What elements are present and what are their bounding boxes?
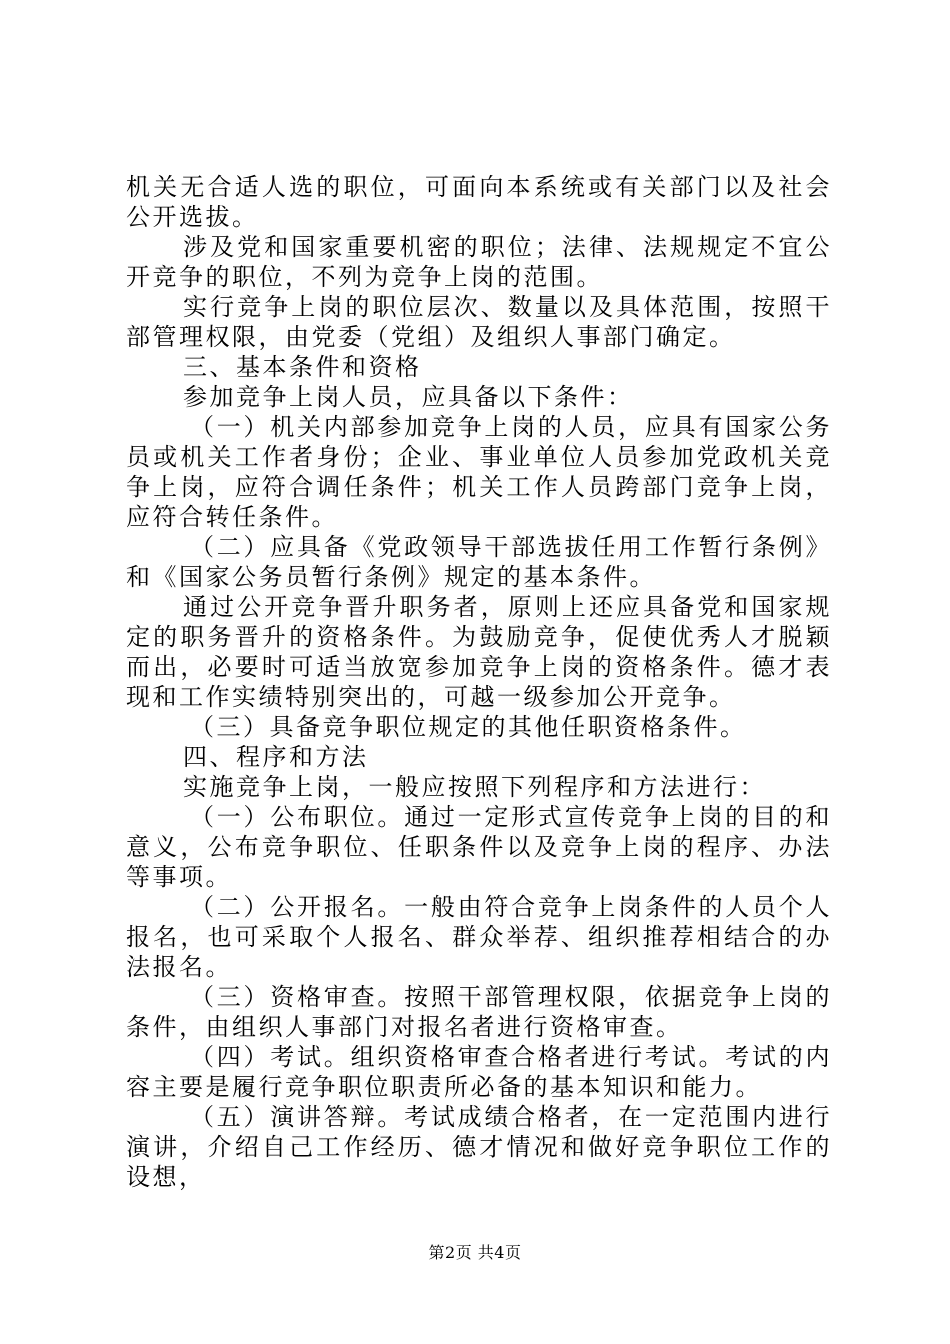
paragraph-13: （二）公开报名。一般由符合竞争上岗条件的人员个人报名，也可采取个人报名、群众举荐、组织推荐相结合的办法报名。: [126, 893, 832, 981]
paragraph-11: 实施竞争上岗，一般应按照下列程序和方法进行：: [183, 773, 766, 801]
page-number-footer: 第2页 共4页: [428, 1243, 522, 1262]
paragraph-8: 通过公开竞争晋升职务者，原则上还应具备党和国家规定的职务晋升的资格条件。为鼓励竞争，促使优秀人才脱颖而出，必要时可适当放宽参加竞争上岗的资格条件。德才表现和工作实绩特别突出的，可越一级参加公开竞争。: [126, 593, 832, 711]
paragraph-7: （二）应具备《党政领导干部选拔任用工作暂行条例》和《国家公务员暂行条例》规定的基本条件。: [126, 533, 832, 591]
paragraph-1: 机关无合适人选的职位，可面向本系统或有关部门以及社会公开选拔。: [126, 173, 832, 231]
paragraph-12: （一）公布职位。通过一定形式宣传竞争上岗的目的和意义，公布竞争职位、任职条件以及竞争上岗的程序、办法等事项。: [126, 803, 832, 891]
paragraph-9: （三）具备竞争职位规定的其他任职资格条件。: [190, 713, 747, 741]
paragraph-5: 参加竞争上岗人员，应具备以下条件：: [183, 383, 634, 411]
paragraph-14: （三）资格审查。按照干部管理权限，依据竞争上岗的条件，由组织人事部门对报名者进行资格审查。: [126, 983, 832, 1041]
section-heading-3: 三、基本条件和资格: [183, 353, 422, 381]
section-heading-4: 四、程序和方法: [183, 743, 369, 771]
paragraph-15: （四）考试。组织资格审查合格者进行考试。考试的内容主要是履行竞争职位职责所必备的基本知识和能力。: [126, 1043, 832, 1101]
paragraph-16: （五）演讲答辩。考试成绩合格者，在一定范围内进行演讲，介绍自己工作经历、德才情况和做好竞争职位工作的设想，: [126, 1103, 832, 1191]
paragraph-6: （一）机关内部参加竞争上岗的人员，应具有国家公务员或机关工作者身份；企业、事业单位人员参加党政机关竞争上岗，应符合调任条件；机关工作人员跨部门竞争上岗，应符合转任条件。: [126, 413, 832, 531]
paragraph-2: 涉及党和国家重要机密的职位；法律、法规规定不宜公开竞争的职位，不列为竞争上岗的范围。: [126, 233, 832, 291]
document-body: [126, 172, 832, 1192]
paragraph-3: 实行竞争上岗的职位层次、数量以及具体范围，按照干部管理权限，由党委（党组）及组织人事部门确定。: [126, 293, 832, 351]
